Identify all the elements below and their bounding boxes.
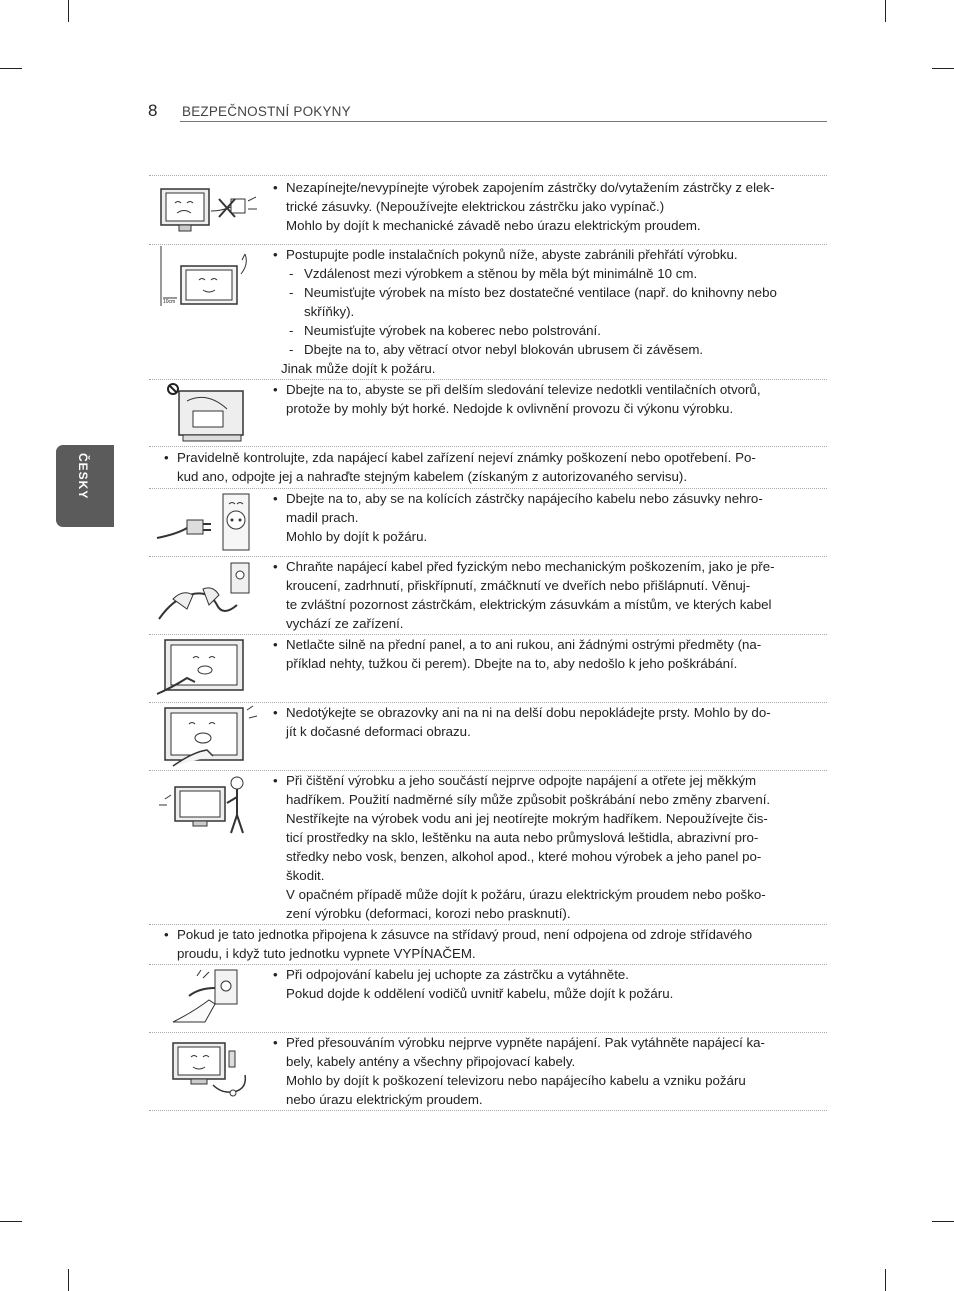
safety-item-text [273,245,811,378]
crop-mark [885,0,886,22]
safety-item-text [273,489,811,546]
text-line: Neumisťujte výrobek na místo bez dostatečné ventilace (např. do knihovny nebo [304,285,777,300]
safety-item [149,925,827,965]
sub-item [286,340,811,359]
text-line: V opačném případě může dojít k požáru, úrazu elektrickým proudem nebo poško- [286,887,766,902]
text-line: zení výrobku (deformaci, korozi nebo prasknutí). [286,906,571,921]
safety-item-text [273,771,811,923]
text-line: te zvláštní pozornost zástrčkám, elektrickým zásuvkám a místům, ve kterých kabel [286,597,772,612]
text-line: Při čištění výrobku a jeho součástí nejprve odpojte napájení a otřete jej měkkým [286,773,757,788]
dash: - [289,285,294,300]
safety-item [149,635,827,703]
bullet: • [273,491,278,506]
crop-mark [932,68,954,69]
text-line: Před přesouváním výrobku nejprve vypněte napájení. Pak vytáhněte napájecí ka- [286,1035,765,1050]
language-tab-label: ČESKY [76,453,90,500]
bullet: • [273,1035,278,1050]
safety-item [149,489,827,557]
text-line: Pokud je tato jednotka připojena k zásuvce na střídavý proud, není odpojena od zdroje střídavého [177,927,753,942]
safety-item [149,965,827,1033]
text-line: Dbejte na to, aby větrací otvor nebyl blokován ubrusem či závěsem. [304,342,704,357]
bullet: • [273,967,278,982]
header-rule [180,121,827,122]
text-line: kud ano, odpojte jej a nahraďte stejným kabelem (získaným z autorizovaného servisu). [177,469,688,484]
text-line: Nestříkejte na výrobek vodu ani jej neotírejte mokrým hadříkem. Nepoužívejte čis- [286,811,768,826]
unplug-cable-illustration [153,966,263,1030]
text-line: vychází ze zařízení. [286,616,404,631]
safety-item-text [273,965,811,1003]
cable-damage-illustration [153,559,263,631]
bullet: • [164,927,169,942]
text-line: ticí prostředky na sklo, leštěnku na auta nebo průmyslová leštidla, abrazivní pro- [286,830,759,845]
safety-item-text [273,1033,811,1109]
text-line: Nedotýkejte se obrazovky ani na ni na delší dobu nepokládejte prsty. Mohlo by do- [286,705,771,720]
dash: - [289,266,294,281]
text-line: trické zásuvky. (Nepoužívejte elektrickou zástrčku jako vypínač.) [286,199,665,214]
text-line: Postupujte podle instalačních pokynů níže, abyste zabránili přehřátí výrobku. [286,247,738,262]
text-line: škodit. [286,868,325,883]
text-line: Mohlo by dojít k požáru. [286,529,428,544]
bullet: • [273,180,278,195]
page-number: 8 [148,101,158,120]
text-line: proudu, i když tuto jednotku vypnete VYPÍNAČEM. [177,946,476,961]
safety-item-text [164,925,811,963]
text-line: kroucení, zadrhnutí, přiskřípnutí, zmáčknutí ve dveřích nebo přišlápnutí. Věnuj- [286,578,751,593]
text-line: protože by mohly být horké. Nedojde k ovlivnění provozu či výkonu výrobku. [286,401,734,416]
text-line: Neumisťujte výrobek na koberec nebo polstrování. [304,323,601,338]
dash: - [289,342,294,357]
safety-item-text [164,448,811,486]
tv-move-illustration [153,1037,263,1101]
text-line: příklad nehty, tužkou či perem). Dbejte na to, aby nedošlo k jeho poškrábání. [286,656,738,671]
text-line: madil prach. [286,510,359,525]
text-line: nebo úrazu elektrickým proudem. [286,1092,483,1107]
crop-mark [0,1221,22,1222]
safety-item [149,175,827,245]
text-line: Vzdálenost mezi výrobkem a stěnou by měla být minimálně 10 cm. [304,266,698,281]
crop-mark [932,1221,954,1222]
tv-vent-hot-illustration [153,381,263,445]
text-line: Při odpojování kabelu jej uchopte za zástrčku a vytáhněte. [286,967,629,982]
safety-item-text [273,178,811,235]
safety-item-text [273,380,811,418]
text-line: jít k dočasné deformaci obrazu. [286,724,471,739]
safety-item [149,380,827,447]
distance-label: 10cm [163,299,176,305]
text-line: bely, kabely antény a všechny připojovací kabely. [286,1054,576,1069]
text-line: skříňky). [304,304,355,319]
safety-item-text [273,635,811,673]
text-line: Dbejte na to, abyste se při delším sledování televize nedotkli ventilačních otvorů, [286,382,761,397]
sub-item [286,283,811,321]
text-line: Netlačte silně na přední panel, a to ani rukou, ani žádnými ostrými předměty (na- [286,637,762,652]
safety-item [149,771,827,925]
text-line: Jinak může dojít k požáru. [281,361,436,376]
tv-plug-illustration [153,181,263,241]
safety-item-text [273,703,811,741]
tv-scratch-illustration [153,636,263,700]
bullet: • [273,382,278,397]
dash: - [289,323,294,338]
text-line: Nezapínejte/nevypínejte výrobek zapojením zástrčky do/vytažením zástrčky z elek- [286,180,775,195]
text-line: Pokud dojde k oddělení vodičů uvnitř kabelu, může dojít k požáru. [286,986,674,1001]
safety-item [149,447,827,489]
crop-mark [0,68,22,69]
bullet: • [273,705,278,720]
text-line: Dbejte na to, aby se na kolících zástrčky napájecího kabelu nebo zásuvky nehro- [286,491,763,506]
language-tab [56,445,114,527]
bullet: • [273,637,278,652]
bullet: • [273,559,278,574]
page-title: BEZPEČNOSTNÍ POKYNY [182,104,351,119]
safety-item [149,1033,827,1111]
safety-item [149,244,827,380]
text-line: Chraňte napájecí kabel před fyzickým nebo mechanickým poškozením, jako je pře- [286,559,775,574]
crop-mark [68,0,69,22]
crop-mark [68,1269,69,1291]
sub-item [286,264,811,283]
crop-mark [885,1269,886,1291]
text-line: Mohlo by dojít k poškození televizoru nebo napájecího kabelu a vzniku požáru [286,1073,746,1088]
safety-item-text [273,557,811,633]
text-line: Pravidelně kontrolujte, zda napájecí kabel zařízení nejeví známky poškození nebo opotřebení. Po- [177,450,756,465]
tv-wall-distance-illustration [153,246,263,316]
safety-item [149,703,827,771]
tv-cleaning-illustration [153,773,263,843]
text-line: středky nebo vosk, benzen, alkohol apod., které mohou výrobek a jeho panel po- [286,849,762,864]
text-line: Mohlo by dojít k mechanické závadě nebo úrazu elektrickým proudem. [286,218,701,233]
bullet: • [273,773,278,788]
plug-dust-illustration [153,490,263,554]
bullet: • [273,247,278,262]
sub-item [286,321,811,340]
text-line: hadříkem. Použití nadměrné síly může způsobit poškrábání nebo změny zbarvení. [286,792,771,807]
bullet: • [164,450,169,465]
safety-item [149,557,827,635]
tv-touch-illustration [153,704,263,768]
